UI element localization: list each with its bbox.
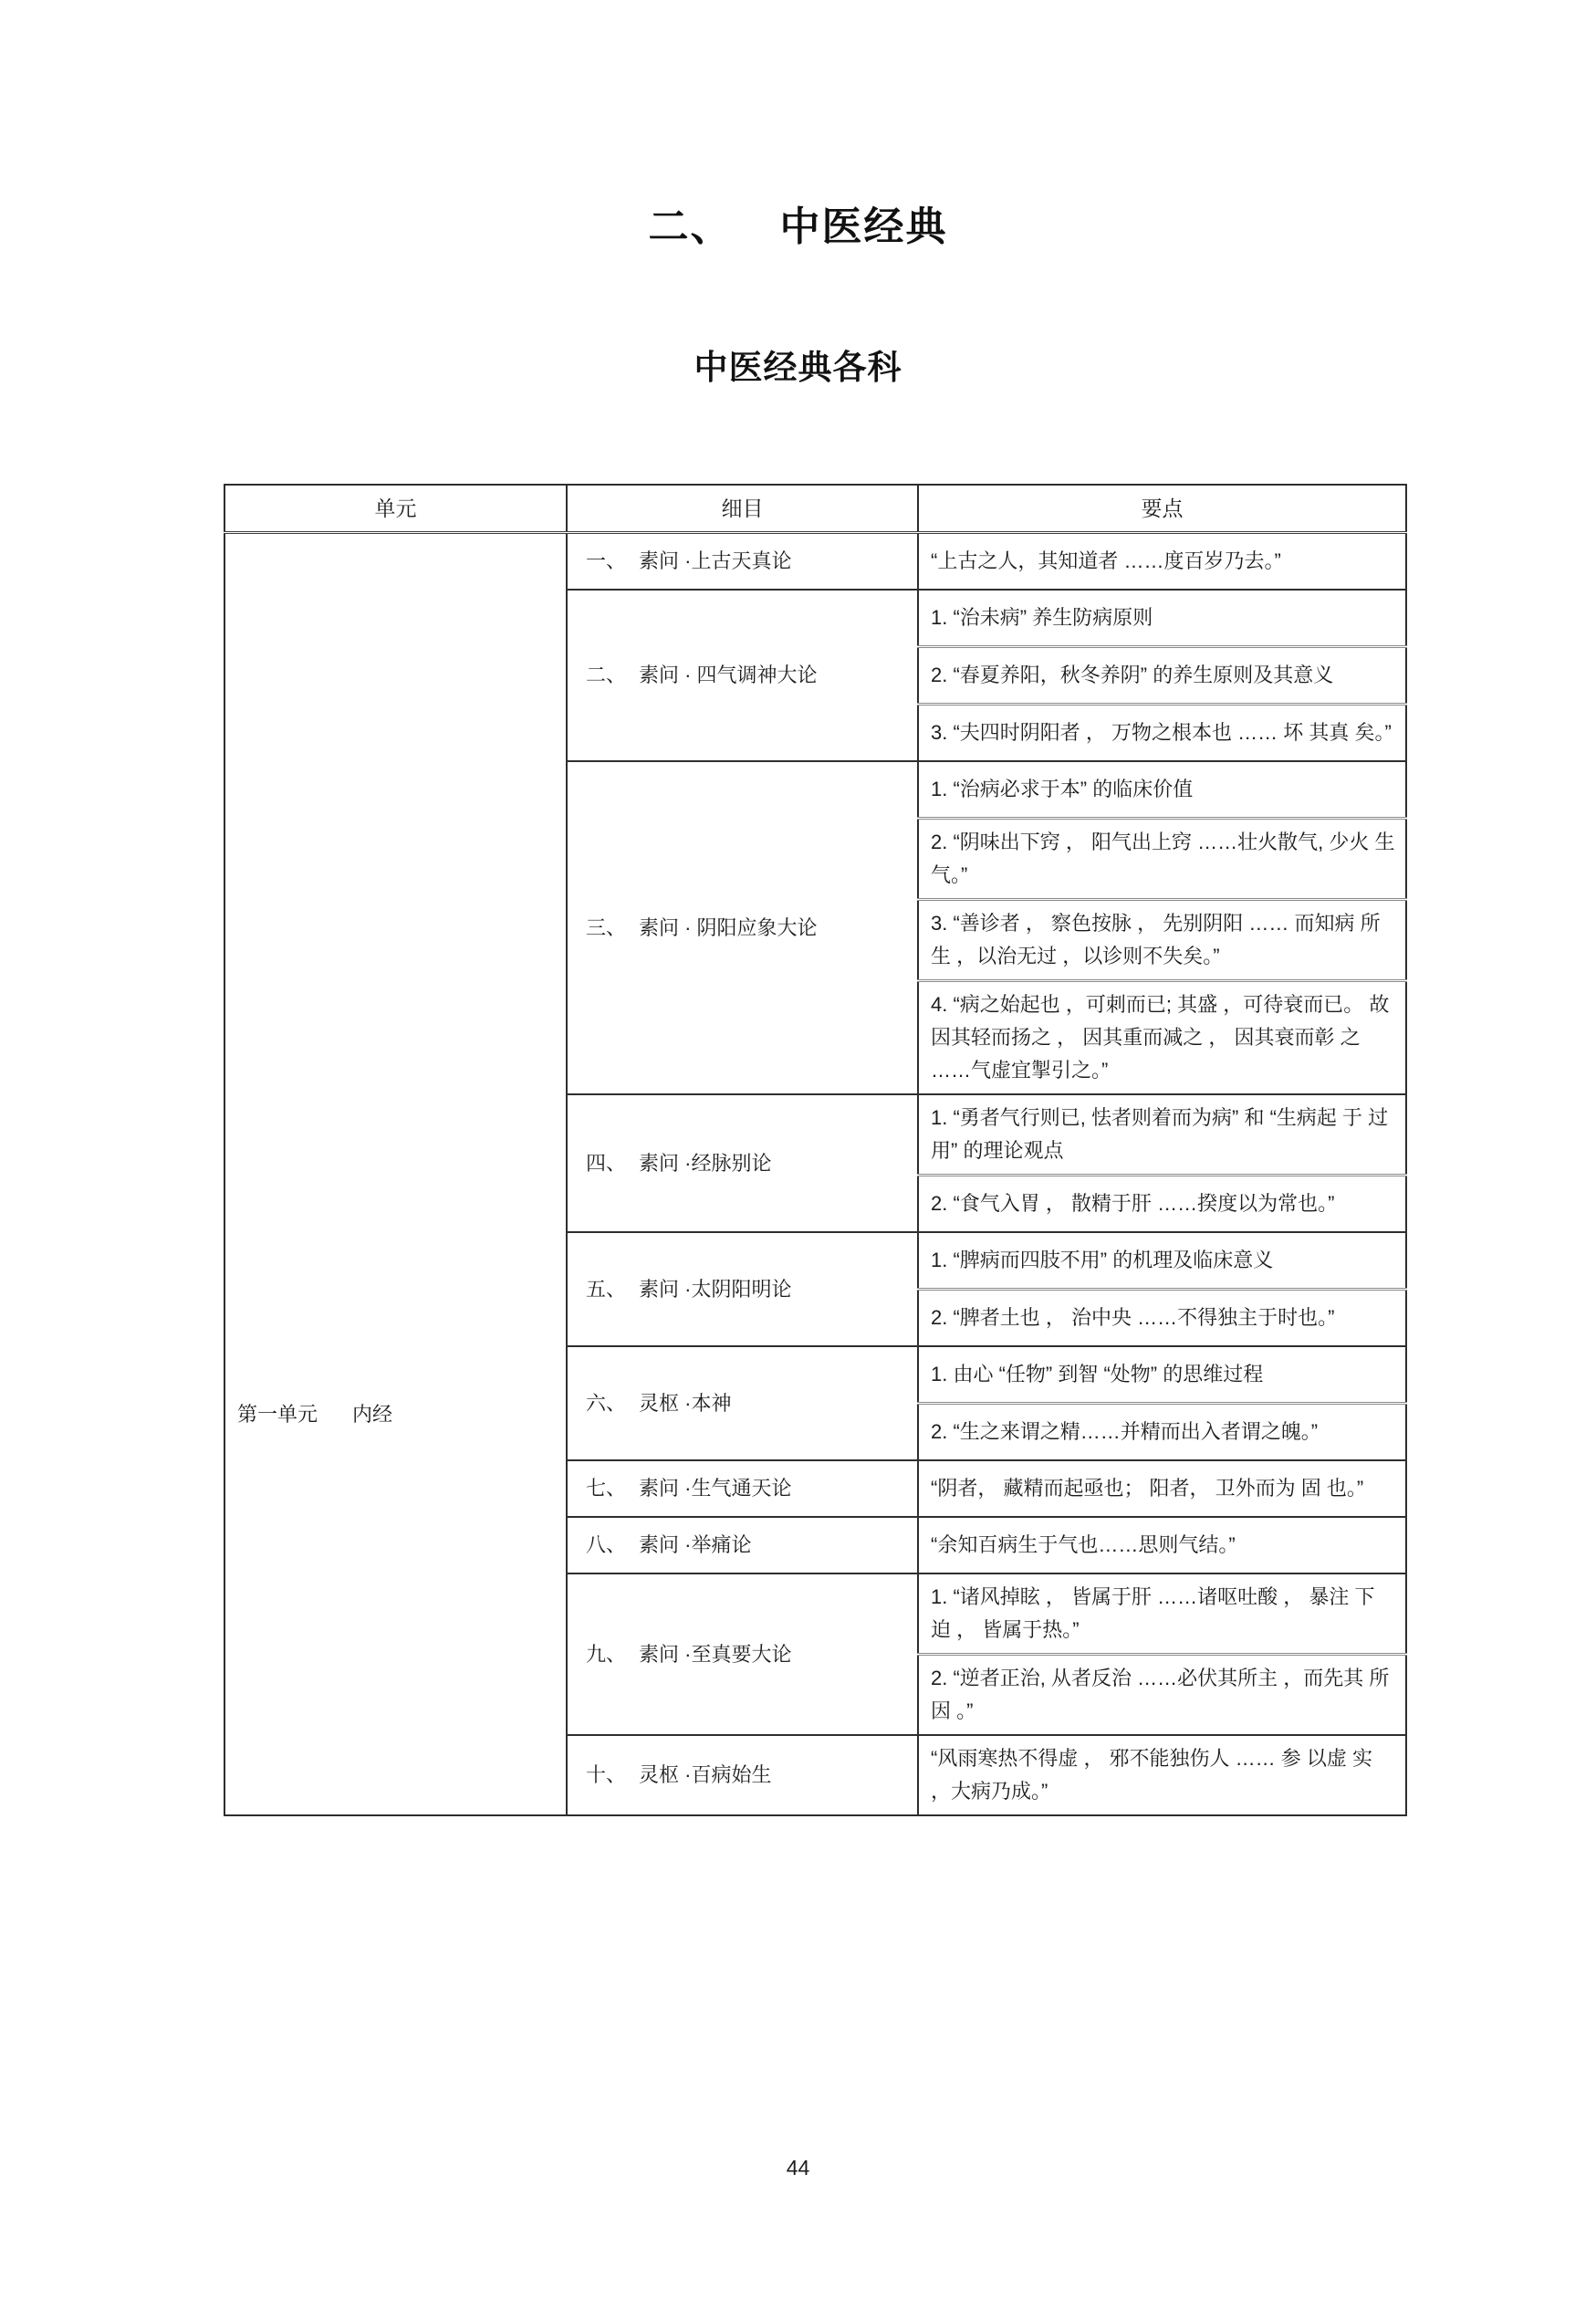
detail-item-cell	[567, 761, 918, 1094]
detail-item-cell	[567, 533, 918, 591]
detail-item-title: 素问 · 阴阳应象大论	[639, 915, 818, 939]
key-point-cell: “阴者， 藏精而起亟也； 阳者， 卫外而为 固 也。”	[918, 1460, 1406, 1517]
key-point-cell: 1. “勇者气行则已, 怯者则着而为病” 和 “生病起 于 过用” 的理论观点	[918, 1094, 1406, 1176]
detail-item-cell	[567, 590, 918, 761]
page-title-number: 二、	[648, 204, 733, 249]
detail-item-number: 十、	[586, 1763, 627, 1786]
detail-item-number: 五、	[586, 1277, 627, 1301]
detail-item-cell	[567, 1735, 918, 1815]
detail-item-cell	[567, 1460, 918, 1517]
key-point-cell: 2. “生之来谓之精……并精而出入者谓之魄。”	[918, 1404, 1406, 1461]
unit-name: 内经	[352, 1403, 393, 1427]
detail-item-number: 三、	[586, 915, 627, 939]
table-row	[224, 533, 1406, 591]
curriculum-table-wrapper	[224, 484, 1405, 1816]
detail-item-title: 素问 ·经脉别论	[639, 1151, 772, 1175]
detail-item-number: 八、	[586, 1533, 627, 1556]
key-point-cell: “风雨寒热不得虚 ， 邪不能独伤人 …… 参 以虚 实 ，大病乃成。”	[918, 1735, 1406, 1815]
key-point-cell: 1. “治未病” 养生防病原则	[918, 590, 1406, 647]
detail-item-number: 四、	[586, 1151, 627, 1175]
detail-item-cell	[567, 1517, 918, 1573]
detail-item-title: 素问 ·举痛论	[639, 1533, 752, 1556]
page-title	[0, 193, 1596, 252]
table-body	[224, 533, 1406, 1816]
detail-item-cell	[567, 1573, 918, 1735]
detail-item-cell	[567, 1346, 918, 1460]
detail-item-number: 二、	[586, 664, 627, 686]
table-header-row	[224, 485, 1406, 533]
key-point-cell: 2. “食气入胃 ， 散精于肝 ……揆度以为常也。”	[918, 1176, 1406, 1233]
detail-item-number: 七、	[586, 1477, 627, 1500]
header-unit: 单元	[224, 485, 567, 533]
detail-item-title: 灵枢 ·百病始生	[639, 1763, 772, 1786]
key-point-cell: 2. “脾者土也 ， 治中央 ……不得独主于时也。”	[918, 1290, 1406, 1347]
detail-item-cell	[567, 1232, 918, 1346]
page-title-text: 中医经典	[779, 204, 948, 249]
page-number: 44	[786, 2156, 810, 2180]
detail-item-title: 素问 ·至真要大论	[639, 1642, 792, 1666]
detail-item-title: 素问 ·生气通天论	[639, 1477, 792, 1500]
detail-item-number: 六、	[586, 1391, 627, 1415]
key-point-cell: 1. 由心 “任物” 到智 “处物” 的思维过程	[918, 1346, 1406, 1404]
detail-item-number: 一、	[586, 549, 627, 572]
unit-label	[237, 1398, 392, 1431]
detail-item-title: 素问 ·上古天真论	[639, 549, 792, 572]
key-point-cell: 2. “阴味出下窍 ， 阳气出上窍 ……壮火散气, 少火 生 气。”	[918, 819, 1406, 900]
detail-item-title: 素问 · 四气调神大论	[639, 664, 818, 686]
key-point-cell: 3. “夫四时阴阳者 ， 万物之根本也 …… 坏 其真 矣。”	[918, 705, 1406, 762]
header-keypoints: 要点	[918, 485, 1406, 533]
curriculum-table	[224, 484, 1407, 1816]
section-subtitle: 中医经典各科	[694, 349, 902, 386]
detail-item-cell	[567, 1094, 918, 1232]
detail-item-title: 灵枢 ·本神	[639, 1391, 732, 1415]
unit-number: 第一单元	[237, 1403, 318, 1427]
unit-cell	[224, 533, 567, 1816]
key-point-cell: “余知百病生于气也……思则气结。”	[918, 1517, 1406, 1573]
key-point-cell: “上古之人，其知道者 ……度百岁乃去。”	[918, 533, 1406, 591]
detail-item-title: 素问 ·太阴阳明论	[639, 1277, 792, 1301]
key-point-cell: 4. “病之始起也 ，可刺而已; 其盛 ，可待衰而已。 故 因其轻而扬之 ， 因其重而减之 ， 因其衰而彰 之 ……气虚宜掣引之。”	[918, 981, 1406, 1095]
key-point-cell: 3. “善诊者 ， 察色按脉 ， 先别阴阳 …… 而知病 所 生 ，以治无过 ，以诊则不失矣。”	[918, 900, 1406, 981]
key-point-cell: 2. “春夏养阳，秋冬养阴” 的养生原则及其意义	[918, 647, 1406, 705]
key-point-cell: 1. “诸风掉眩 ， 皆属于肝 ……诸呕吐酸 ， 暴注 下 迫 ， 皆属于热。”	[918, 1573, 1406, 1655]
key-point-cell: 1. “脾病而四肢不用” 的机理及临床意义	[918, 1232, 1406, 1290]
header-detail: 细目	[567, 485, 918, 533]
detail-item-number: 九、	[586, 1642, 627, 1666]
key-point-cell: 2. “逆者正治, 从者反治 ……必伏其所主 ，而先其 所因 。”	[918, 1655, 1406, 1736]
key-point-cell: 1. “治病必求于本” 的临床价值	[918, 761, 1406, 819]
